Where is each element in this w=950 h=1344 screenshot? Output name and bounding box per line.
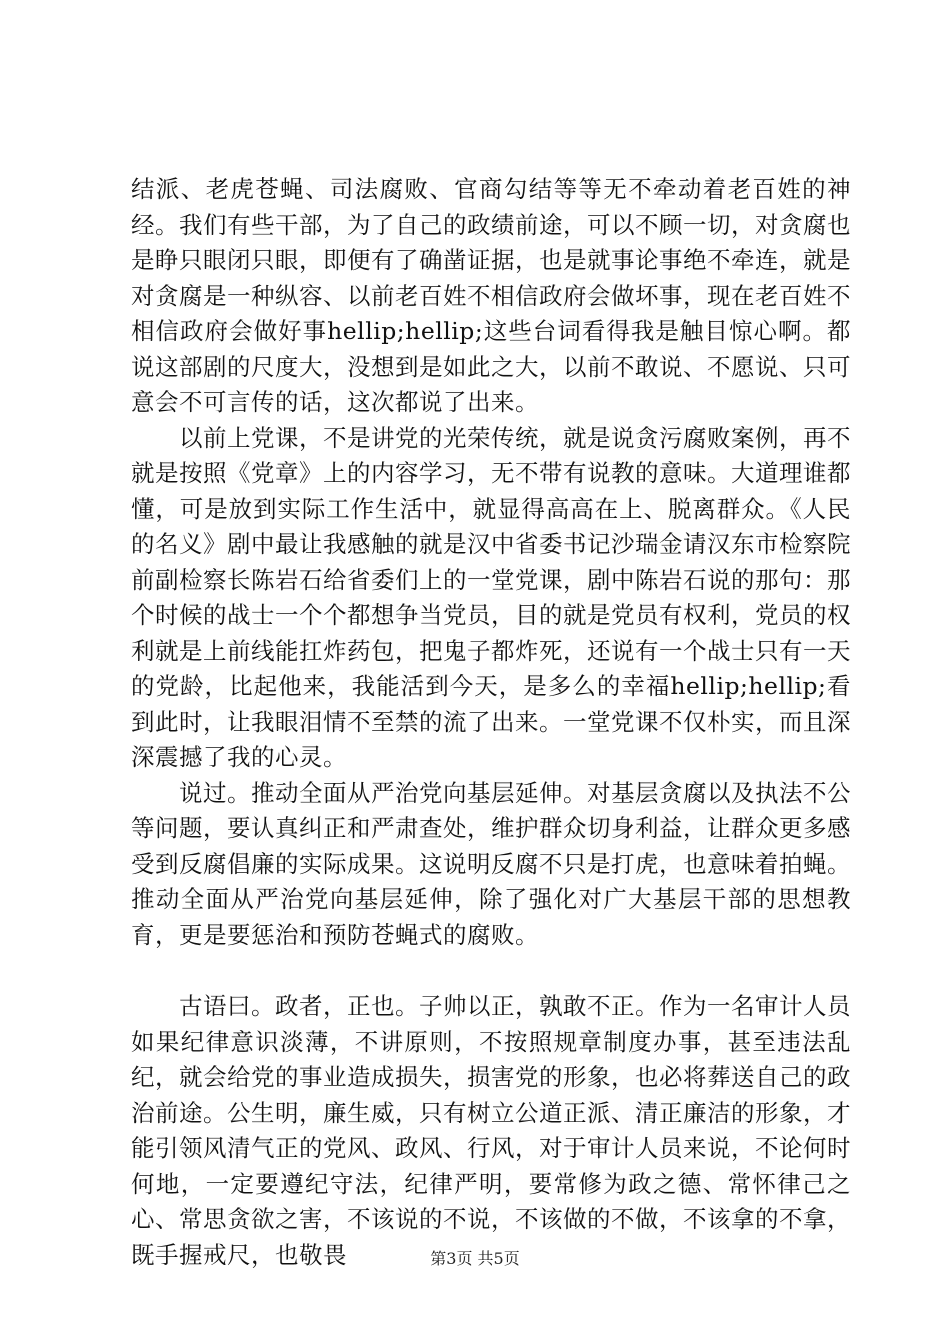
- paragraph-4: 古语曰。政者，正也。子帅以正，孰敢不正。作为一名审计人员如果纪律意识淡薄，不讲原则，不按照规章制度办事，甚至违法乱纪，就会给党的事业造成损失，损害党的形象，也必将葬送自己的政治前途。公生明，廉生威，只有树立公道正派、清正廉洁的形象，才能引领风清气正的党风、政风、行风，对于审计人员来说，不论何时何地，一定要遵纪守法，纪律严明，要常修为政之德、常怀律己之心、常思贪欲之害，不该说的不说，不该做的不做，不该拿的不拿，既手握戒尺，也敬畏: [131, 992, 851, 1269]
- paragraph-3: 说过。推动全面从严治党向基层延伸。对基层贪腐以及执法不公等问题，要认真纠正和严肃查处，维护群众切身利益，让群众更多感受到反腐倡廉的实际成果。这说明反腐不只是打虎，也意味着拍蝇。推动全面从严治党向基层延伸，除了强化对广大基层干部的思想教育，更是要惩治和预防苍蝇式的腐败。: [131, 778, 851, 949]
- paragraph-spacer: [131, 953, 851, 989]
- paragraph-2: 以前上党课，不是讲党的光荣传统，就是说贪污腐败案例，再不就是按照《党章》上的内容学习，无不带有说教的意味。大道理谁都懂，可是放到实际工作生活中，就显得高高在上、脱离群众。《人民的名义》剧中最让我感触的就是汉中省委书记沙瑞金请汉东市检察院前副检察长陈岩石给省委们上的一堂党课，剧中陈岩石说的那句：那个时候的战士一个个都想争当党员，目的就是党员有权利，党员的权利就是上前线能扛炸药包，把鬼子都炸死，还说有一个战士只有一天的党龄，比起他来，我能活到今天，是多么的幸福hellip;hellip;看到此时，让我眼泪情不至禁的流了出来。一堂党课不仅朴实，而且深深震撼了我的心灵。: [131, 423, 851, 771]
- paragraph-1: 结派、老虎苍蝇、司法腐败、官商勾结等等无不牵动着老百姓的神经。我们有些干部，为了自己的政绩前途，可以不顾一切，对贪腐也是睁只眼闭只眼，即便有了确凿证据，也是就事论事绝不牵连，就是对贪腐是一种纵容、以前老百姓不相信政府会做坏事，现在老百姓不相信政府会做好事hellip;hellip;这些台词看得我是触目惊心啊。都说这部剧的尺度大，没想到是如此之大，以前不敢说、不愿说、只可意会不可言传的话，这次都说了出来。: [131, 175, 851, 416]
- document-body: [131, 172, 851, 1273]
- page-footer: 第3页 共5页: [430, 1249, 520, 1268]
